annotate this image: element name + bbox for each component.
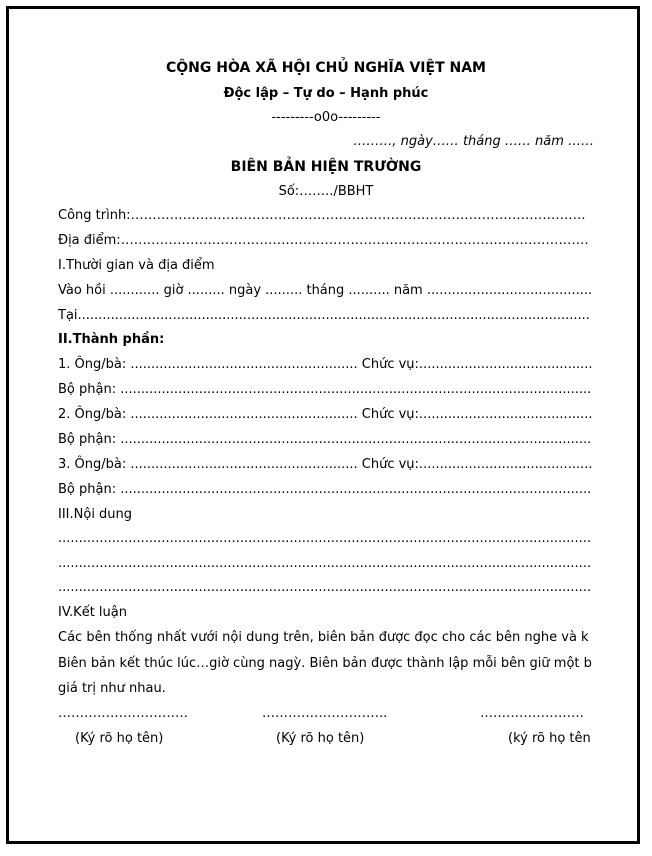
conclusion-text-line: Biên bản kết thúc lúc…giờ cùng nagỳ. Biên bản được thành lập mỗi bên giữ một b — [58, 656, 592, 671]
place-field: Tại............................................................................................................................ — [58, 308, 590, 323]
document-number: Số:……../BBHT — [278, 184, 374, 199]
document-title: BIÊN BẢN HIỆN TRƯỜNG — [230, 159, 422, 175]
signature-label-right: (ký rõ họ tên — [508, 731, 591, 746]
conclusion-text-line: giá trị như nhau. — [58, 681, 166, 696]
participants-heading: II.Thành phần: — [58, 332, 165, 347]
participant-1-dept: Bộ phận: .................................................................................................................. — [58, 382, 592, 397]
participant-1-person: 1. Ông/bà: ....................................................... Chức vụ:.......................................... — [58, 357, 593, 372]
location-field: Địa điểm:……………………………………………………………………………………………… — [58, 233, 589, 248]
participant-2-person: 2. Ông/bà: ....................................................... Chức vụ:.......................................... — [58, 407, 593, 422]
country-heading: CỘNG HÒA XÃ HỘI CHỦ NGHĨA VIỆT NAM — [165, 60, 486, 76]
signature-label-left: (Ký rõ họ tên) — [75, 731, 164, 746]
conclusion-heading: IV.Kết luận — [58, 605, 127, 620]
content-line: ................................................................................................................................. — [58, 556, 592, 571]
participant-3-person: 3. Ông/bà: ....................................................... Chức vụ:.......................................... — [58, 457, 593, 472]
content-line: ................................................................................................................................. — [58, 580, 592, 595]
participant-2-dept: Bộ phận: .................................................................................................................. — [58, 432, 592, 447]
separator: ---------o0o--------- — [271, 110, 381, 125]
project-field: Công trình:…………………………………………………………………………………………… — [58, 208, 586, 223]
section-time-heading: I.Thười gian và địa điểm — [58, 258, 215, 273]
motto: Độc lập – Tự do – Hạnh phúc — [223, 86, 429, 101]
signature-line-left: ………………………… — [58, 706, 188, 721]
content-heading: III.Nội dung — [58, 507, 133, 522]
signature-line-right: …………………… — [480, 706, 584, 721]
time-field: Vào hồi ............ giờ ......... ngày ......... tháng .......... năm ........................................ — [58, 283, 593, 298]
content-line: ................................................................................................................................. — [58, 531, 592, 546]
signature-line-middle: ……………………….. — [262, 706, 388, 721]
date-line: ………, ngày…… tháng …… năm …… — [353, 134, 594, 149]
conclusion-text-line: Các bên thống nhất vưới nội dung trên, biên bản được đọc cho các bên nghe và k — [58, 630, 589, 645]
signature-label-middle: (Ký rõ họ tên) — [276, 731, 365, 746]
participant-3-dept: Bộ phận: .................................................................................................................. — [58, 482, 592, 497]
